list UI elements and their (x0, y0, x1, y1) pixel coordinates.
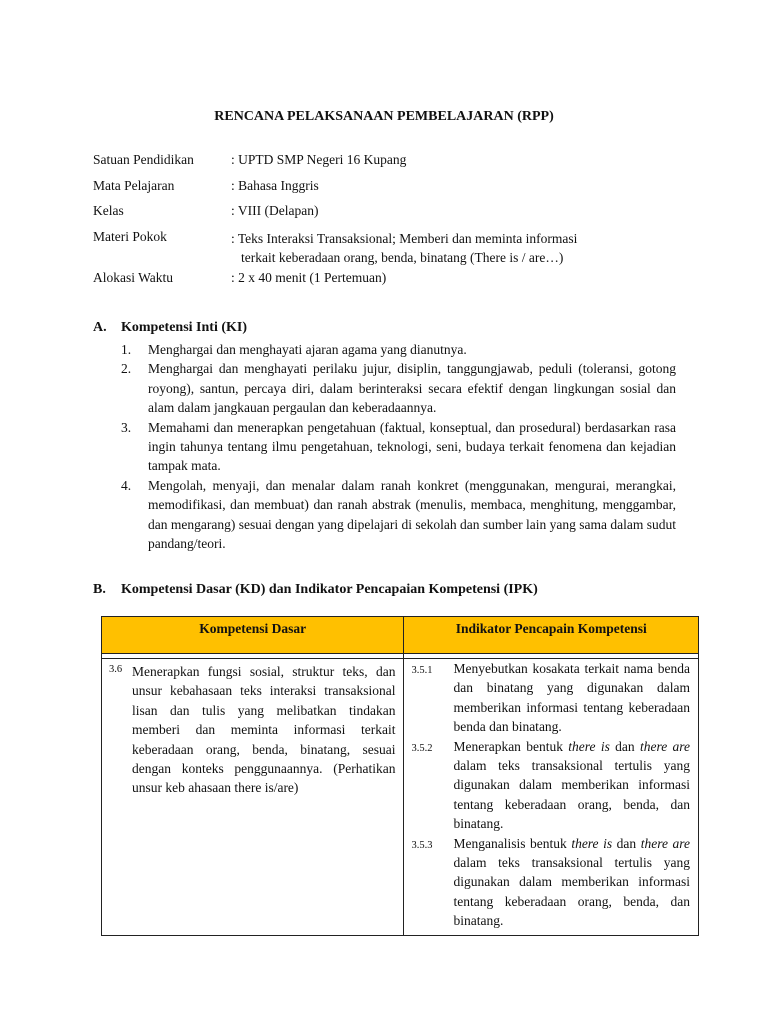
ipk-item (411, 737, 690, 834)
ipk-code: 3.5.2 (411, 742, 433, 754)
item-number: 2. (121, 361, 132, 377)
column-header-ipk: Indikator Pencapain Kompetensi (404, 617, 699, 654)
kd-cell (102, 659, 404, 936)
table-header-row (102, 617, 699, 654)
identity-value-line: : Teks Interaksi Transaksional; Memberi dan meminta informasi (231, 231, 578, 246)
ki-list (121, 340, 676, 553)
identity-value (231, 229, 669, 267)
item-text: Mengolah, menyaji, dan menalar dalam ranah konkret (menggunakan, mengurai, merangkai, memodifikasi, dan membuat) dan ranah abstrak (menulis, membaca, menghitung, menggambar, dan mengarang) sesuai dengan yang dipelajari di sekolah dan sumber lain yang sama dalam sudut pandang/teori. (148, 477, 676, 552)
item-text: Menghargai dan menghayati perilaku jujur, disiplin, tanggungjawab, peduli (toleransi, gotong royong), santun, percaya diri, dalam berinteraksi secara efektif dengan lingkungan sosial dan alam dalam jangkauan pergaulan dan keberadaannya. (148, 361, 676, 416)
item-number: 4. (121, 477, 132, 493)
ipk-text-italic: there is (571, 835, 613, 851)
ipk-text-italic: there are (639, 738, 690, 754)
identity-value: : Bahasa Inggris (231, 178, 319, 193)
kd-ipk-table (101, 616, 699, 936)
kd-code: 3.6 (109, 664, 123, 675)
section-letter: A. (93, 320, 107, 335)
ipk-text: dan (612, 835, 641, 851)
section-title: Kompetensi Inti (KI) (121, 320, 247, 335)
identity-value-line: terkait keberadaan orang, benda, binatang (There is / are…) (241, 250, 564, 265)
identity-label: Kelas (93, 203, 124, 218)
ipk-text: Menganalisis bentuk (453, 835, 572, 851)
ipk-item (411, 834, 690, 931)
identity-label: Alokasi Waktu (93, 270, 174, 285)
ipk-text-italic: there are (640, 835, 691, 851)
ipk-code: 3.5.3 (411, 839, 433, 851)
ipk-text: dan (609, 738, 640, 754)
list-item (121, 476, 676, 554)
column-header-kd: Kompetensi Dasar (102, 617, 404, 654)
section-b-heading (93, 582, 538, 598)
section-letter: B. (93, 582, 106, 597)
identity-label: Mata Pelajaran (93, 178, 175, 193)
list-item (121, 418, 676, 476)
ipk-text-italic: there is (568, 738, 610, 754)
list-item (121, 340, 676, 359)
item-text: Memahami dan menerapkan pengetahuan (faktual, konseptual, dan prosedural) berdasarkan rasa ingin tahunya tentang ilmu pengetahuan, teknologi, seni, budaya terkait fenomena dan kejadian tampak mata. (148, 419, 676, 474)
item-text: Menghargai dan menghayati ajaran agama yang dianutnya. (148, 342, 467, 357)
identity-label: Materi Pokok (93, 229, 167, 244)
ipk-code: 3.5.1 (411, 665, 433, 676)
identity-label: Satuan Pendidikan (93, 152, 194, 167)
ipk-item (411, 659, 690, 737)
identity-value: : 2 x 40 menit (1 Pertemuan) (231, 270, 387, 285)
ipk-text: dalam teks transaksional tertulis yang digunakan dalam memberikan informasi tentang keberadaan orang, benda, dan binatang. (453, 855, 690, 929)
section-title: Kompetensi Dasar (KD) dan Indikator Pencapaian Kompetensi (IPK) (121, 582, 538, 597)
ipk-text: Menerapkan bentuk (453, 738, 569, 754)
ipk-text: dalam teks transaksional tertulis yang digunakan dalam memberikan informasi tentang keberadaan orang, benda, dan binatang. (453, 758, 690, 832)
item-number: 1. (121, 342, 132, 357)
identity-value: : UPTD SMP Negeri 16 Kupang (231, 152, 407, 167)
table-row (102, 659, 699, 936)
list-item (121, 359, 676, 417)
ipk-text: Menyebutkan kosakata terkait nama benda dan binatang yang digunakan dalam memberikan informasi tentang keberadaan benda dan binatang. (453, 661, 690, 735)
identity-value: : VIII (Delapan) (231, 203, 319, 218)
document-title: RENCANA PELAKSANAAN PEMBELAJARAN (RPP) (214, 109, 554, 124)
section-a-heading (93, 320, 247, 336)
kd-text: Menerapkan fungsi sosial, struktur teks, dan unsur kebahasaan teks interaksi transaksional lisan dan tulis yang melibatkan tindakan memberi dan meminta informasi terkait keberadaan orang, benda, binatang, sesuai dengan konteks penggunaannya. (Perhatikan unsur keb ahasaan there is/are) (132, 664, 396, 796)
item-number: 3. (121, 419, 132, 435)
ipk-cell (404, 659, 699, 936)
